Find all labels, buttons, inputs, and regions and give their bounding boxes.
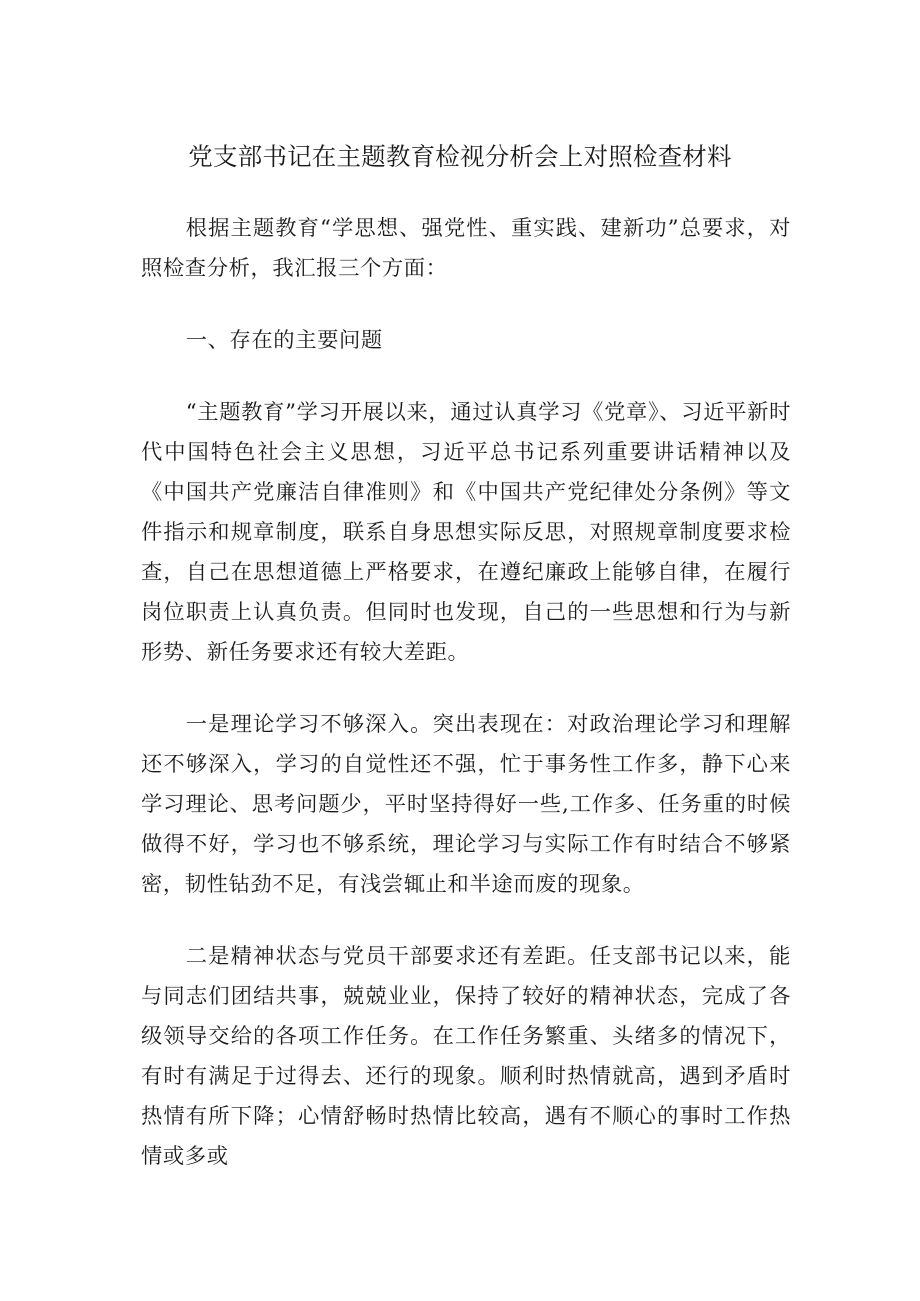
intro-paragraph: 根据主题教育“学思想、强党性、重实践、建新功”总要求，对照检查分析，我汇报三个方面： <box>141 216 791 281</box>
section-heading: 一、存在的主要问题 <box>185 328 383 353</box>
body-paragraph: 二是精神状态与党员干部要求还有差距。任支部书记以来，能与同志们团结共事，兢兢业业，保持了较好的精神状态，完成了各级领导交给的各项工作任务。在工作任务繁重、头绪多的情况下，有时有满足于过得去、还行的现象。顺利时热情就高，遇到矛盾时热情有所下降；心情舒畅时热情比较高，遇有不顺心的事时工作热情或多或 <box>141 944 791 1169</box>
body-paragraph: 一是理论学习不够深入。突出表现在：对政治理论学习和理解还不够深入，学习的自觉性还不强，忙于事务性工作多，静下心来学习理论、思考问题少，平时坚持得好一些,工作多、任务重的时候做得不好，学习也不够系统，理论学习与实际工作有时结合不够紧密，韧性钻劲不足，有浅尝辄止和半途而废的现象。 <box>141 712 791 897</box>
body-paragraph: “主题教育”学习开展以来，通过认真学习《党章》、习近平新时代中国特色社会主义思想，习近平总书记系列重要讲话精神以及《中国共产党廉洁自律准则》和《中国共产党纪律处分条例》等文件指示和规章制度，联系自身思想实际反思，对照规章制度要求检查，自己在思想道德上严格要求，在遵纪廉政上能够自律，在履行岗位职责上认真负责。但同时也发现，自己的一些思想和行为与新形势、新任务要求还有较大差距。 <box>141 400 791 665</box>
document-body <box>141 209 791 1177</box>
document-title: 党支部书记在主题教育检视分析会上对照检查材料 <box>188 142 732 171</box>
